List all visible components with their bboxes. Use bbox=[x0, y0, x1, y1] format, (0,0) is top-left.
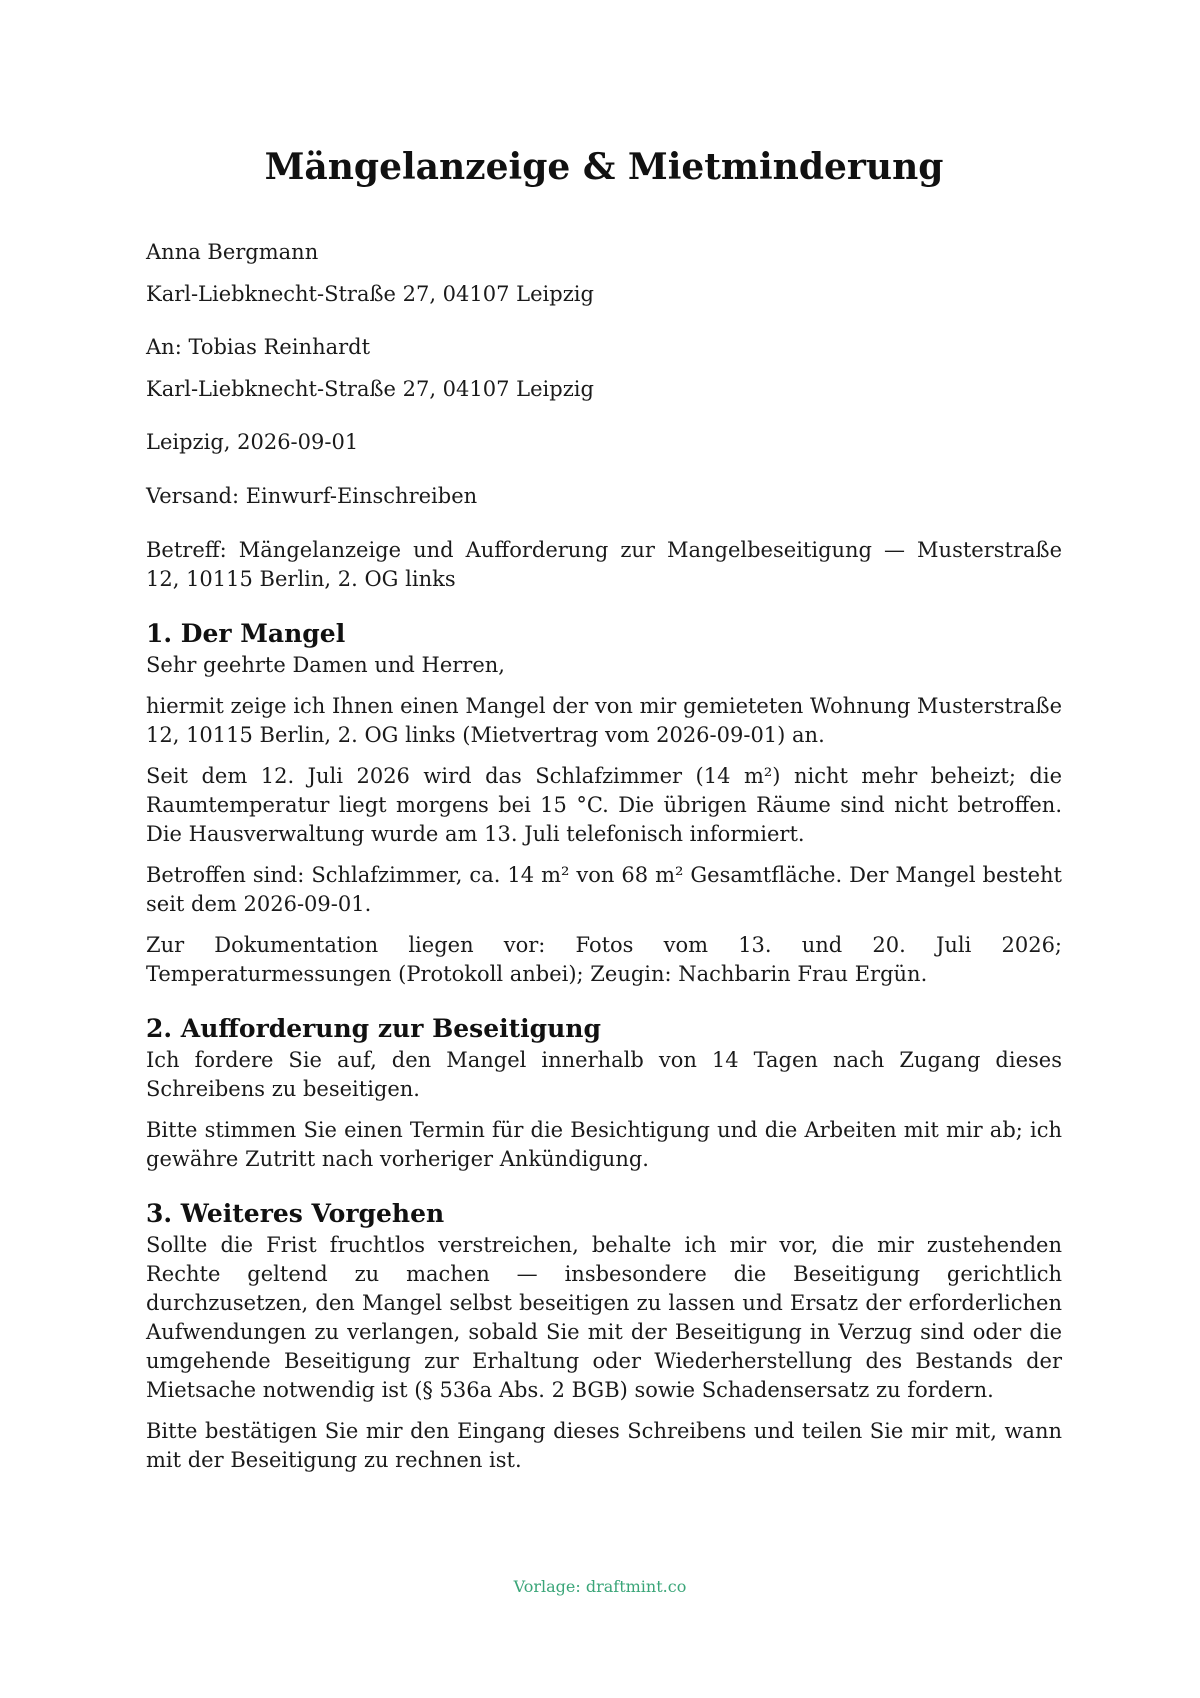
paragraph: Betroffen sind: Schlafzimmer, ca. 14 m² von 68 m² Gesamtfläche. Der Mangel besteht seit dem 2026-09-01. bbox=[146, 863, 1062, 916]
section-aufforderung bbox=[146, 1012, 1062, 1174]
section-mangel bbox=[146, 617, 1062, 989]
paragraph: Sollte die Frist fruchtlos verstreichen, behalte ich mir vor, die mir zustehenden Rechte geltend zu machen — insbesondere die Beseitigung gerichtlich durchzusetzen, den Mangel selbst beseitigen zu lassen und Ersatz der erforderlichen Aufwendungen zu verlangen, sobald Sie mit der Beseitigung in Verzug sind oder die umgehende Beseitigung zur Erhaltung oder Wiederherstellung des Bestands der Mietsache notwendig ist (§ 536a Abs. 2 BGB) sowie Schadensersatz zu fordern. bbox=[146, 1233, 1062, 1402]
sender-address: Karl-Liebknecht-Straße 27, 04107 Leipzig bbox=[146, 282, 594, 306]
section-heading: 2. Aufforderung zur Beseitigung bbox=[146, 1014, 601, 1043]
section-weiteres-vorgehen bbox=[146, 1197, 1062, 1475]
section-heading: 3. Weiteres Vorgehen bbox=[146, 1199, 445, 1228]
subject-line: Betreff: Mängelanzeige und Aufforderung zur Mangelbeseitigung — Musterstraße 12, 10115 Berlin, 2. OG links bbox=[146, 538, 1062, 591]
recipient-name: An: Tobias Reinhardt bbox=[146, 335, 371, 359]
recipient-block bbox=[146, 333, 1062, 404]
shipping-line: Versand: Einwurf-Einschreiben bbox=[146, 484, 478, 508]
section-heading: 1. Der Mangel bbox=[146, 619, 346, 648]
salutation: Sehr geehrte Damen und Herren, bbox=[146, 653, 505, 677]
sender-name: Anna Bergmann bbox=[146, 240, 319, 264]
paragraph: hiermit zeige ich Ihnen einen Mangel der von mir gemieteten Wohnung Musterstraße 12, 10115 Berlin, 2. OG links (Mietvertrag vom 2026-09-01) an. bbox=[146, 694, 1062, 747]
paragraph: Zur Dokumentation liegen vor: Fotos vom 13. und 20. Juli 2026; Temperaturmessungen (Protokoll anbei); Zeugin: Nachbarin Frau Ergün. bbox=[146, 933, 1062, 986]
paragraph: Bitte stimmen Sie einen Termin für die Besichtigung und die Arbeiten mit mir ab; ich gewähre Zutritt nach vorheriger Ankündigung. bbox=[146, 1118, 1062, 1171]
sender-block bbox=[146, 238, 1062, 309]
recipient-address: Karl-Liebknecht-Straße 27, 04107 Leipzig bbox=[146, 377, 594, 401]
document-title: Mängelanzeige & Mietminderung bbox=[264, 146, 944, 188]
template-footer: Vorlage: draftmint.co bbox=[513, 1577, 687, 1596]
paragraph: Bitte bestätigen Sie mir den Eingang dieses Schreibens und teilen Sie mir mit, wann mit der Beseitigung zu rechnen ist. bbox=[146, 1419, 1062, 1472]
paragraph: Seit dem 12. Juli 2026 wird das Schlafzimmer (14 m²) nicht mehr beheizt; die Raumtemperatur liegt morgens bei 15 °C. Die übrigen Räume sind nicht betroffen. Die Hausverwaltung wurde am 13. Juli telefonisch informiert. bbox=[146, 764, 1062, 846]
date-line: Leipzig, 2026-09-01 bbox=[146, 430, 359, 454]
paragraph: Ich fordere Sie auf, den Mangel innerhalb von 14 Tagen nach Zugang dieses Schreibens zu beseitigen. bbox=[146, 1048, 1062, 1101]
document-page bbox=[146, 0, 1062, 1475]
